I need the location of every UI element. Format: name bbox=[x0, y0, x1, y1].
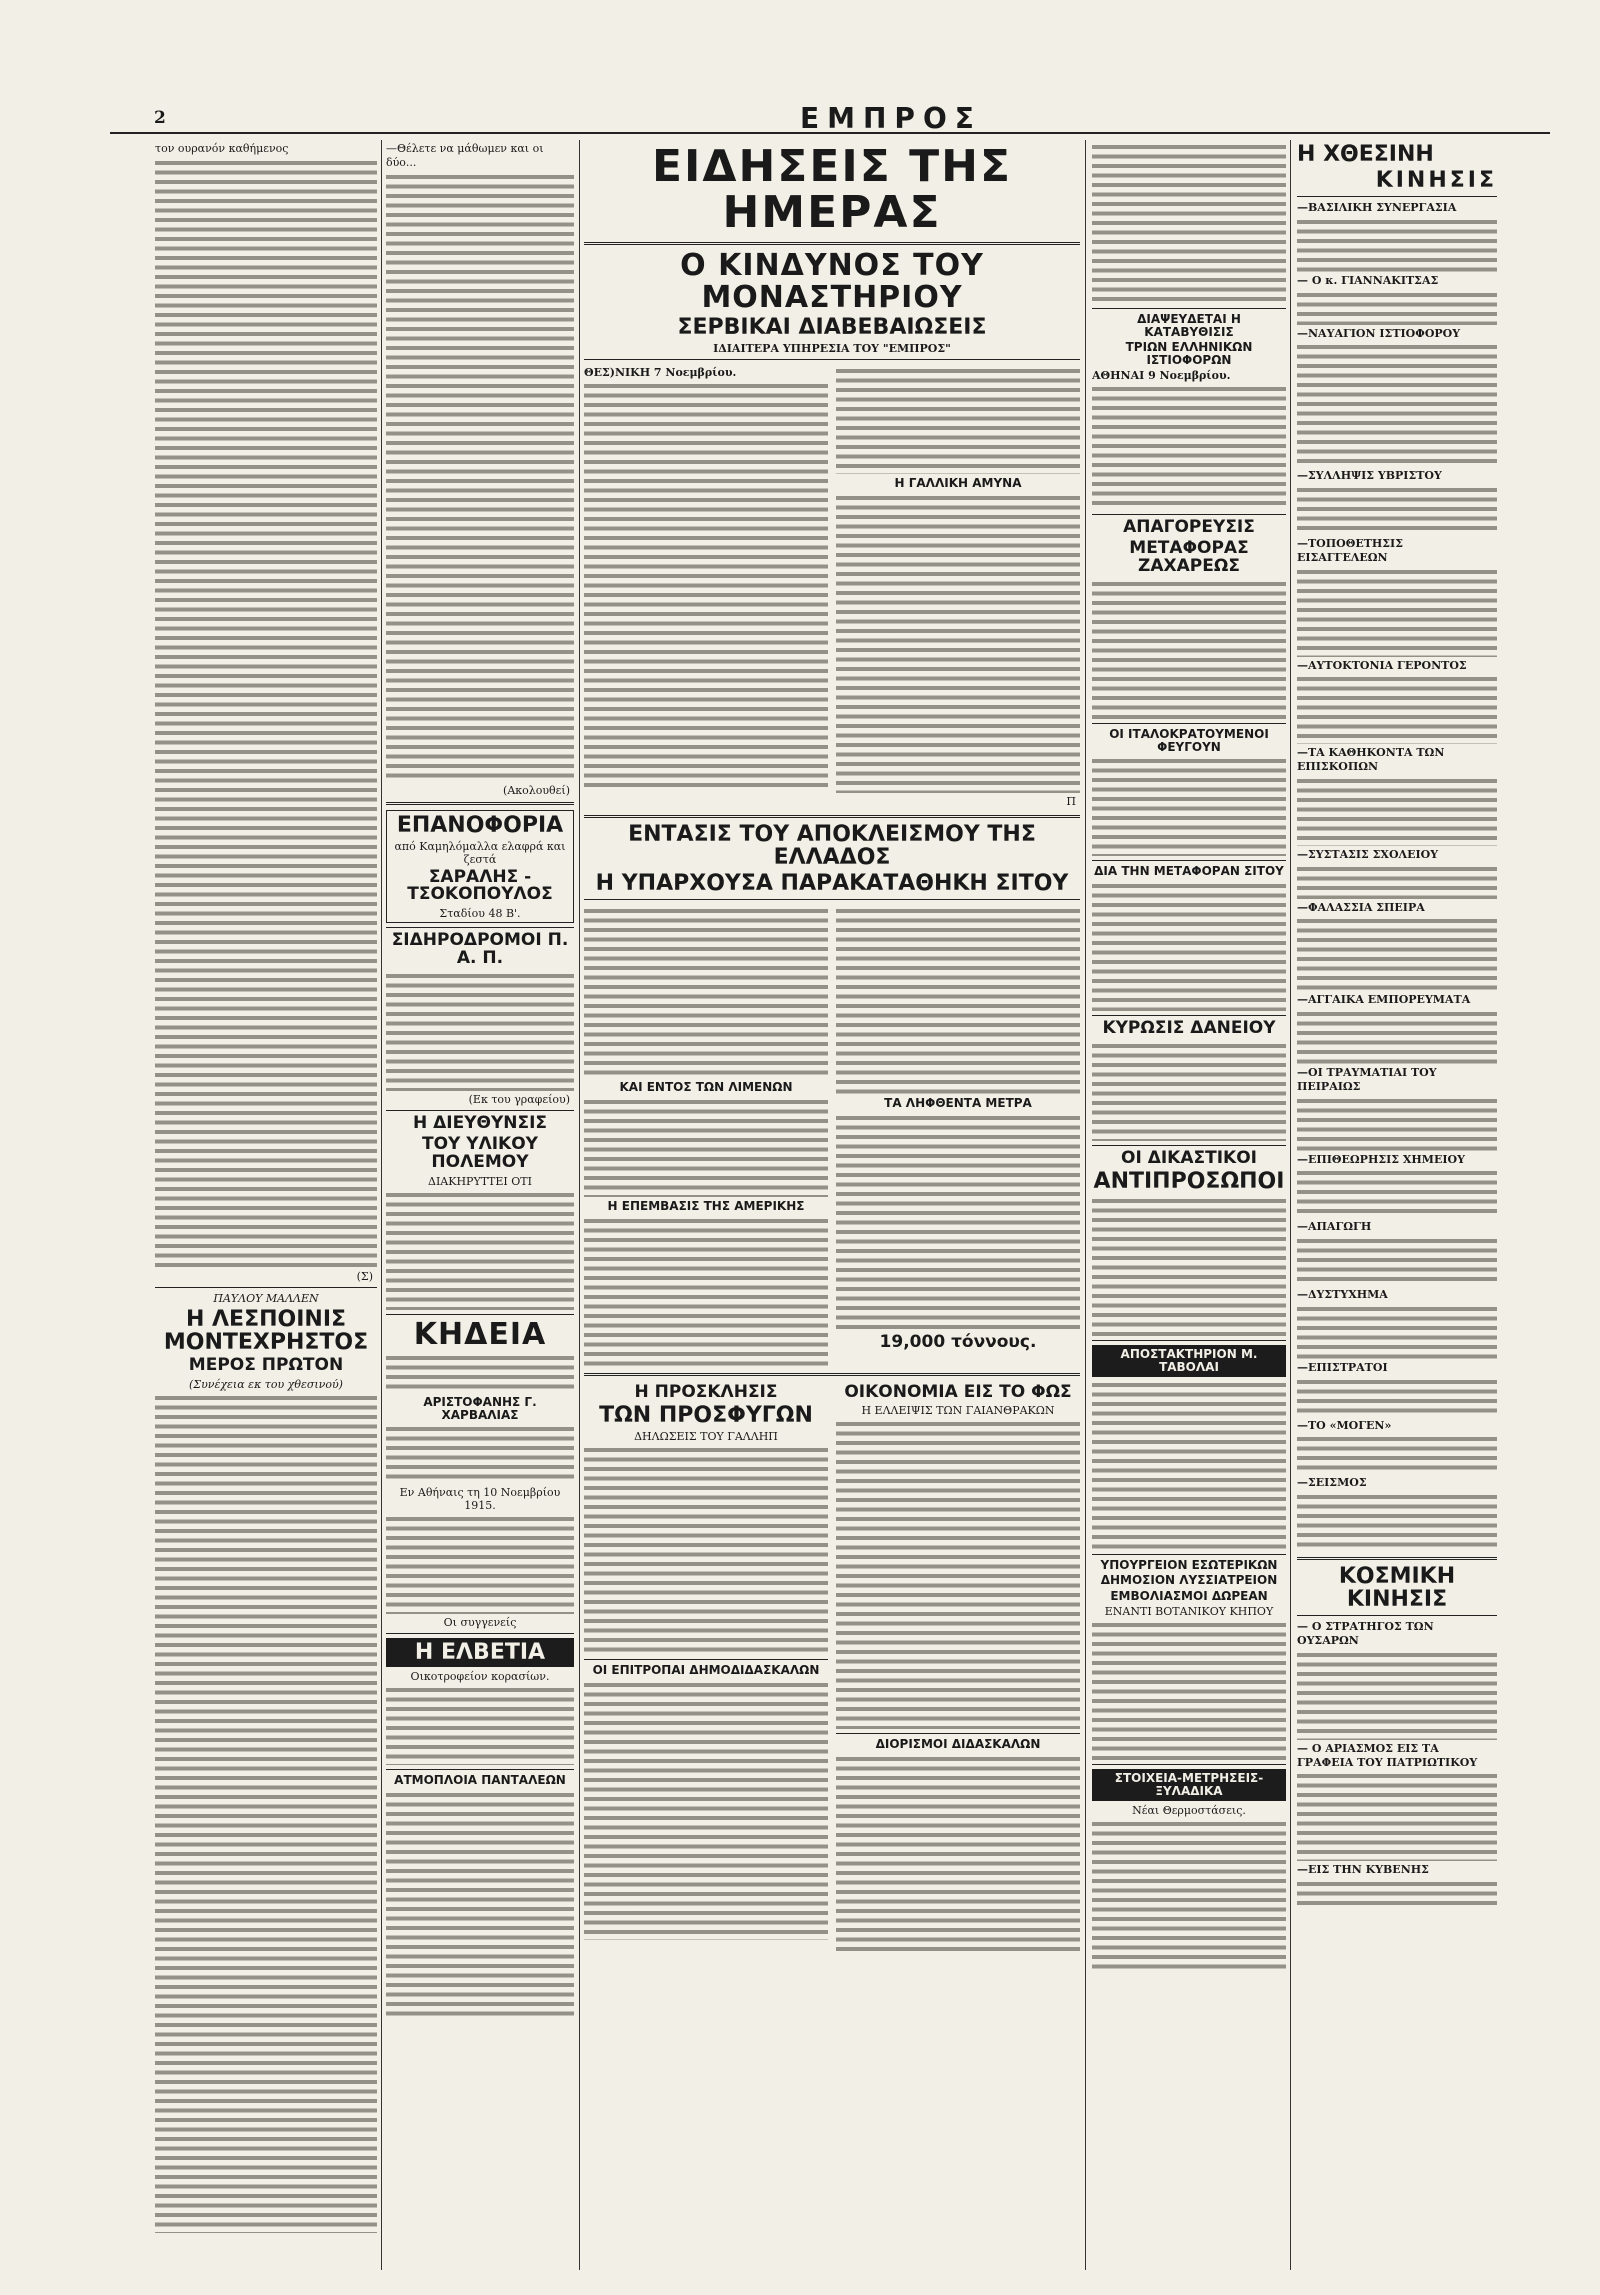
yesterday-header-2: ΚΙΝΗΣΙΣ bbox=[1375, 168, 1497, 194]
column-rule bbox=[1290, 140, 1291, 2270]
divider bbox=[584, 359, 1080, 360]
serial-body bbox=[155, 1393, 377, 2233]
ad-overcoats-title: ΕΠΑΝΟΦΟΡΙΑ bbox=[396, 812, 564, 838]
continued-article-body bbox=[1092, 142, 1286, 304]
social-title: —ΕΙΣ ΤΗΝ ΚΥΒΕΝΗΣ bbox=[1297, 1863, 1429, 1877]
rail-notice-source: (Εκ του γραφείου) bbox=[468, 1092, 570, 1106]
funeral-body bbox=[386, 1353, 574, 1393]
helvetia-title: Η ΕΛΒΕΤΙΑ bbox=[386, 1638, 574, 1667]
america-sub: Η ΕΠΕΜΒΑΣΙΣ ΤΗΣ ΑΜΕΡΙΚΗΣ bbox=[607, 1198, 805, 1213]
ports-sub: ΚΑΙ ΕΝΤΟΣ ΤΩΝ ΛΙΜΕΝΩΝ bbox=[619, 1080, 793, 1095]
brief-title: —ΣΕΙΣΜΟΣ bbox=[1297, 1476, 1367, 1490]
brief-title: —ΑΥΤΟΚΤΟΝΙΑ ΓΕΡΟΝΤΟΣ bbox=[1297, 658, 1467, 672]
grain-amount: 19,000 τόννους. bbox=[879, 1331, 1037, 1352]
divider bbox=[386, 1769, 574, 1770]
blockade-headline: ΕΝΤΑΣΙΣ ΤΟΥ ΑΠΟΚΛΕΙΣΜΟΥ ΤΗΣ ΕΛΛΑΔΟΣ bbox=[628, 822, 1036, 871]
news-banner: ΕΙΔΗΣΕΙΣ ΤΗΣ ΗΜΕΡΑΣ bbox=[651, 141, 1013, 239]
sugar-ban-sub: ΜΕΤΑΦΟΡΑΣ ΖΑΧΑΡΕΩΣ bbox=[1129, 538, 1249, 577]
clinic-headline-3: ΕΝΑΝΤΙ ΒΟΤΑΝΙΚΟΥ ΚΗΠΟΥ bbox=[1104, 1605, 1274, 1619]
distillery-body bbox=[1092, 1380, 1286, 1550]
blockade-article-right bbox=[836, 904, 1080, 1367]
economy-headline: ΟΙΚΟΝΟΜΙΑ ΕΙΣ ΤΟ ΦΩΣ bbox=[844, 1381, 1072, 1402]
slates-sub: Νέαι Θερμοστάσεις. bbox=[1132, 1803, 1246, 1817]
divider bbox=[1092, 1015, 1286, 1016]
brief-body bbox=[1297, 217, 1497, 272]
brief-title: —ΦΑΛΑΣΣΙΑ ΣΠΕΙΡΑ bbox=[1297, 900, 1425, 914]
rail-notice-title: ΣΙΔΗΡΟΔΡΟΜΟΙ Π. Α. Π. bbox=[391, 930, 569, 969]
funeral-body bbox=[386, 1514, 574, 1614]
ad-overcoats-address: Σταδίου 48 Β'. bbox=[439, 907, 521, 921]
main-article bbox=[584, 364, 1080, 810]
funeral-body bbox=[386, 1424, 574, 1484]
brief-title: —ΣΥΣΤΑΣΙΣ ΣΧΟΛΕΙΟΥ bbox=[1297, 847, 1439, 861]
divider bbox=[836, 1733, 1080, 1734]
divider bbox=[1092, 1554, 1286, 1555]
brief-title: —ΤΑ ΚΑΘΗΚΟΝΤΑ ΤΩΝ ΕΠΙΣΚΟΠΩΝ bbox=[1297, 746, 1445, 774]
divider bbox=[584, 242, 1080, 245]
brief-body bbox=[1297, 1168, 1497, 1218]
refugees-body bbox=[584, 1445, 828, 1655]
service-credit: ΙΔΙΑΙΤΕΡΑ ΥΠΗΡΕΣΙΑ ΤΟΥ "ΕΜΠΡΟΣ" bbox=[713, 342, 951, 356]
column-5 bbox=[1092, 140, 1286, 2270]
brief-title: —ΔΥΣΤΥΧΗΜΑ bbox=[1297, 1288, 1388, 1302]
column-rule bbox=[381, 140, 382, 2270]
brief-body bbox=[1297, 485, 1497, 535]
divider bbox=[1092, 723, 1286, 724]
divider bbox=[1092, 1764, 1286, 1765]
slates-headline: ΣΤΟΙΧΕΙΑ-ΜΕΤΡΗΣΕΙΣ-ΞΥΛΑΔΙΚΑ bbox=[1092, 1769, 1286, 1800]
ministry-headline: ΥΠΟΥΡΓΕΙΟΝ ΕΣΩΤΕΡΙΚΩΝ bbox=[1100, 1557, 1278, 1572]
main-subheadline: ΣΕΡΒΙΚΑΙ ΔΙΑΒΕΒΑΙΩΣΕΙΣ bbox=[677, 315, 987, 341]
divider bbox=[1092, 1145, 1286, 1146]
divider bbox=[1092, 514, 1286, 515]
brief-body bbox=[1297, 1304, 1497, 1359]
divider bbox=[584, 1373, 1080, 1376]
brief-title: —ΒΑΣΙΛΙΚΗ ΣΥΝΕΡΓΑΣΙΑ bbox=[1297, 201, 1457, 215]
brief-title: —ΟΙ ΤΡΑΥΜΑΤΙΑΙ ΤΟΥ ΠΕΙΡΑΙΩΣ bbox=[1297, 1066, 1437, 1093]
teachers-body bbox=[584, 1680, 828, 1940]
blockade-article-left bbox=[584, 904, 828, 1367]
serial-note: (Συνέχεια εκ του χθεσινού) bbox=[189, 1377, 343, 1391]
serial-continued-body bbox=[386, 172, 574, 782]
divider bbox=[584, 899, 1080, 900]
officers-body bbox=[1092, 384, 1286, 510]
masthead-rule bbox=[110, 132, 1550, 134]
masthead bbox=[110, 102, 1550, 135]
main-dateline: ΘΕΣ)ΝΙΚΗ 7 Νοεμβρίου. bbox=[584, 366, 737, 380]
grain-transport-headline: ΔΙΑ ΤΗΝ ΜΕΤΑΦΟΡΑΝ ΣΙΤΟΥ bbox=[1094, 864, 1284, 879]
brief-body bbox=[1297, 1492, 1497, 1552]
lower-news-right bbox=[836, 1381, 1080, 1956]
news-section bbox=[584, 140, 1080, 2270]
cinema-title: ΑΤΜΟΠΛΟΙΑ ΠΑΝΤΑΛΕΩΝ bbox=[394, 1773, 566, 1788]
brief-body bbox=[1297, 776, 1497, 846]
brief-body bbox=[1297, 1009, 1497, 1064]
brief-body bbox=[1297, 1434, 1497, 1474]
blockade-subheadline: Η ΥΠΑΡΧΟΥΣΑ ΠΑΡΑΚΑΤΑΘΗΚΗ ΣΙΤΟΥ bbox=[595, 871, 1069, 897]
column-2 bbox=[386, 140, 574, 2270]
social-body bbox=[1297, 1879, 1497, 1909]
grain-transport-body bbox=[1092, 881, 1286, 1011]
war-notice-sub: ΔΙΑΚΗΡΥΤΤΕΙ ΟΤΙ bbox=[428, 1174, 532, 1188]
fugitives-body bbox=[1092, 756, 1286, 856]
helvetia-body bbox=[386, 1685, 574, 1765]
measures-sub: ΤΑ ΛΗΦΘΕΝΤΑ ΜΕΤΡΑ bbox=[884, 1096, 1032, 1111]
rail-notice-body bbox=[386, 971, 574, 1091]
economy-body bbox=[836, 1419, 1080, 1729]
funeral-mourners: Οι συγγενείς bbox=[443, 1616, 517, 1630]
blockade-body bbox=[836, 906, 1080, 1094]
article-lead: τον ουρανόν καθήμενος bbox=[155, 142, 289, 155]
divider bbox=[1297, 1615, 1497, 1616]
brief-body bbox=[1297, 1236, 1497, 1286]
column-6 bbox=[1297, 140, 1497, 2270]
article-initial: Π bbox=[1066, 795, 1076, 809]
lower-news bbox=[584, 1381, 1080, 1956]
slates-body bbox=[1092, 1819, 1286, 1969]
divider bbox=[1297, 1557, 1497, 1560]
french-defense-sub: Η ΓΑΛΛΙΚΗ ΑΜΥΝΑ bbox=[894, 476, 1022, 491]
lower-news-left bbox=[584, 1381, 828, 1956]
serial-continued-note: (Ακολουθεί) bbox=[503, 783, 570, 797]
brief-title: —ΕΠΙΘΕΩΡΗΣΙΣ ΧΗΜΕΙΟΥ bbox=[1297, 1152, 1465, 1166]
teachers-appointments-body bbox=[836, 1754, 1080, 1954]
main-body bbox=[836, 366, 1080, 474]
french-defense-body bbox=[836, 493, 1080, 793]
brief-title: — Ο κ. ΓΙΑΝΝΑΚΙΤΣΑΣ bbox=[1297, 273, 1439, 287]
officers-sub: ΤΡΙΩΝ ΕΛΛΗΝΙΚΩΝ ΙΣΤΙΟΦΟΡΩΝ bbox=[1125, 340, 1253, 367]
column-rule bbox=[1085, 140, 1086, 2270]
loan-headline: ΚΥΡΩΣΙΣ ΔΑΝΕΙΟΥ bbox=[1102, 1017, 1276, 1038]
article-signoff: (Σ) bbox=[356, 1269, 373, 1283]
article-body bbox=[155, 158, 377, 1268]
refugees-sub: ΔΗΛΩΣΕΙΣ ΤΟΥ ΓΑΛΛΗΠ bbox=[634, 1430, 778, 1444]
court-headline-1: ΟΙ ΔΙΚΑΣΤΙΚΟΙ bbox=[1121, 1147, 1257, 1168]
social-title: — Ο ΣΤΡΑΤΗΓΟΣ ΤΩΝ ΟΥΣΑΡΩΝ bbox=[1297, 1620, 1434, 1648]
funeral-name: ΑΡΙΣΤΟΦΑΝΗΣ Γ. ΧΑΡΒΑΛΙΑΣ bbox=[423, 1395, 537, 1422]
economy-sub: Η ΕΛΛΕΙΨΙΣ ΤΩΝ ΓΑΙΑΝΘΡΑΚΩΝ bbox=[861, 1404, 1055, 1418]
officers-dateline: ΑΘΗΝΑΙ 9 Νοεμβρίου. bbox=[1092, 369, 1231, 383]
divider bbox=[386, 802, 574, 805]
main-headline: Ο ΚΙΝΔΥΝΟΣ ΤΟΥ ΜΟΝΑΣΤΗΡΙΟΥ bbox=[680, 248, 984, 315]
brief-title: —ΑΠΑΓΩΓΗ bbox=[1297, 1220, 1372, 1234]
divider bbox=[1092, 1340, 1286, 1341]
war-notice-body bbox=[386, 1190, 574, 1310]
brief-title: —ΝΑΥΑΓΙΟΝ ΙΣΤΙΟΦΟΡΟΥ bbox=[1297, 326, 1461, 340]
main-article-left bbox=[584, 364, 828, 810]
main-article-right bbox=[836, 364, 1080, 810]
brief-title: —ΤΟΠΟΘΕΤΗΣΙΣ ΕΙΣΑΓΓΕΛΕΩΝ bbox=[1297, 537, 1403, 564]
ad-overcoats bbox=[386, 810, 574, 924]
divider bbox=[386, 927, 574, 928]
fugitives-headline: ΟΙ ΙΤΑΛΟΚΡΑΤΟΥΜΕΝΟΙ ΦΕΥΓΟΥΝ bbox=[1109, 726, 1269, 754]
brief-body bbox=[1297, 916, 1497, 991]
america-body bbox=[584, 1216, 828, 1366]
ports-body bbox=[584, 1097, 828, 1197]
divider bbox=[584, 1659, 828, 1660]
divider bbox=[155, 1287, 377, 1288]
helvetia-sub: Οικοτροφείον κορασίων. bbox=[410, 1670, 550, 1684]
brief-title: —ΑΓΓΑΙΚΑ ΕΜΠΟΡΕΥΜΑΤΑ bbox=[1297, 993, 1471, 1007]
divider bbox=[386, 1110, 574, 1111]
funeral-date: Εν Αθήναις τη 10 Νοεμβρίου 1915. bbox=[399, 1486, 561, 1513]
page-number: 2 bbox=[154, 108, 166, 128]
officers-headline: ΔΙΑΨΕΥΔΕΤΑΙ Η ΚΑΤΑΒΥΘΙΣΙΣ bbox=[1137, 312, 1241, 339]
serial-continued-lead: —Θέλετε να μάθωμεν και οι δύο... bbox=[386, 142, 544, 169]
brief-title: —ΕΠΙΣΤΡΑΤΟΙ bbox=[1297, 1360, 1388, 1374]
main-body bbox=[584, 381, 828, 791]
paper-name: ΕΜΠΡΟΣ bbox=[800, 102, 982, 135]
social-title: — Ο ΑΡΙΑΣΜΟΣ ΕΙΣ ΤΑ ΓΡΑΦΕΙΑ ΤΟΥ ΠΑΤΡΙΩΤΙΚΟΥ bbox=[1297, 1741, 1478, 1769]
brief-body bbox=[1297, 1377, 1497, 1417]
war-notice-title-1: Η ΔΙΕΥΘΥΝΣΙΣ bbox=[412, 1112, 548, 1133]
divider bbox=[584, 815, 1080, 818]
brief-body bbox=[1297, 567, 1497, 657]
brief-body bbox=[1297, 1096, 1497, 1151]
blockade-article bbox=[584, 904, 1080, 1367]
teachers-headline: ΟΙ ΕΠΙΤΡΟΠΑΙ ΔΗΜΟΔΙΔΑΣΚΑΛΩΝ bbox=[592, 1663, 820, 1678]
brief-body bbox=[1297, 290, 1497, 325]
divider bbox=[1092, 860, 1286, 861]
brief-body bbox=[1297, 864, 1497, 899]
divider bbox=[1092, 308, 1286, 309]
column-rule bbox=[579, 140, 580, 2270]
clinic-headline-2: ΕΜΒΟΛΙΑΣΜΟΙ ΔΩΡΕΑΝ bbox=[1110, 1588, 1268, 1603]
brief-body bbox=[1297, 342, 1497, 467]
ad-overcoats-shop: ΣΑΡΑΛΗΣ - ΤΣΟΚΟΠΟΥΛΟΣ bbox=[407, 866, 553, 905]
serial-title: Η ΛΕΣΠΟΙΝΙΣ ΜΟΝΤΕΧΡΗΣΤΟΣ bbox=[163, 1306, 369, 1355]
brief-body bbox=[1297, 674, 1497, 744]
funeral-title: ΚΗΔΕΙΑ bbox=[413, 1316, 547, 1352]
blockade-body bbox=[584, 906, 828, 1078]
sugar-ban-headline: ΑΠΑΓΟΡΕΥΣΙΣ bbox=[1123, 517, 1255, 538]
teachers-sub: ΔΙΟΡΙΣΜΟΙ ΔΙΔΑΣΚΑΛΩΝ bbox=[875, 1737, 1041, 1752]
serial-part: ΜΕΡΟΣ ΠΡΩΤΟΝ bbox=[188, 1354, 344, 1375]
court-body bbox=[1092, 1196, 1286, 1336]
yesterday-header: Η ΧΘΕΣΙΝΗ bbox=[1297, 142, 1434, 167]
brief-title: —ΤΟ «ΜΟΓΕΝ» bbox=[1297, 1418, 1392, 1432]
social-headline: ΚΟΣΜΙΚΗ ΚΙΝΗΣΙΣ bbox=[1338, 1564, 1456, 1613]
divider bbox=[386, 1314, 574, 1315]
serial-author: ΠΑΥΛΟΥ ΜΑΛΛΕΝ bbox=[213, 1291, 319, 1305]
social-body bbox=[1297, 1650, 1497, 1740]
sugar-ban-body bbox=[1092, 579, 1286, 719]
refugees-headline-2: ΤΩΝ ΠΡΟΣΦΥΓΩΝ bbox=[599, 1403, 813, 1429]
divider bbox=[386, 1633, 574, 1634]
ad-overcoats-sub: από Καμηλόμαλλα ελαφρά και ζεστά bbox=[394, 839, 566, 866]
refugees-headline-1: Η ΠΡΟΣΚΛΗΣΙΣ bbox=[634, 1381, 778, 1402]
brief-title: —ΣΥΛΛΗΨΙΣ ΥΒΡΙΣΤΟΥ bbox=[1297, 469, 1442, 483]
court-headline-2: ΑΝΤΙΠΡΟΣΩΠΟΙ bbox=[1093, 1169, 1285, 1195]
distillery-headline: ΑΠΟΣΤΑΚΤΗΡΙΟΝ Μ. ΤΑΒΟΛΑΙ bbox=[1092, 1345, 1286, 1376]
column-1 bbox=[155, 140, 377, 2270]
clinic-body bbox=[1092, 1620, 1286, 1760]
cinema-body bbox=[386, 1790, 574, 2020]
social-body bbox=[1297, 1771, 1497, 1861]
measures-body bbox=[836, 1113, 1080, 1331]
divider bbox=[1297, 196, 1497, 197]
clinic-headline-1: ΔΗΜΟΣΙΟΝ ΛΥΣΣΙΑΤΡΕΙΟΝ bbox=[1100, 1573, 1278, 1588]
war-notice-title-2: ΤΟΥ ΥΛΙΚΟΥ ΠΟΛΕΜΟΥ bbox=[421, 1133, 538, 1172]
loan-body bbox=[1092, 1041, 1286, 1141]
